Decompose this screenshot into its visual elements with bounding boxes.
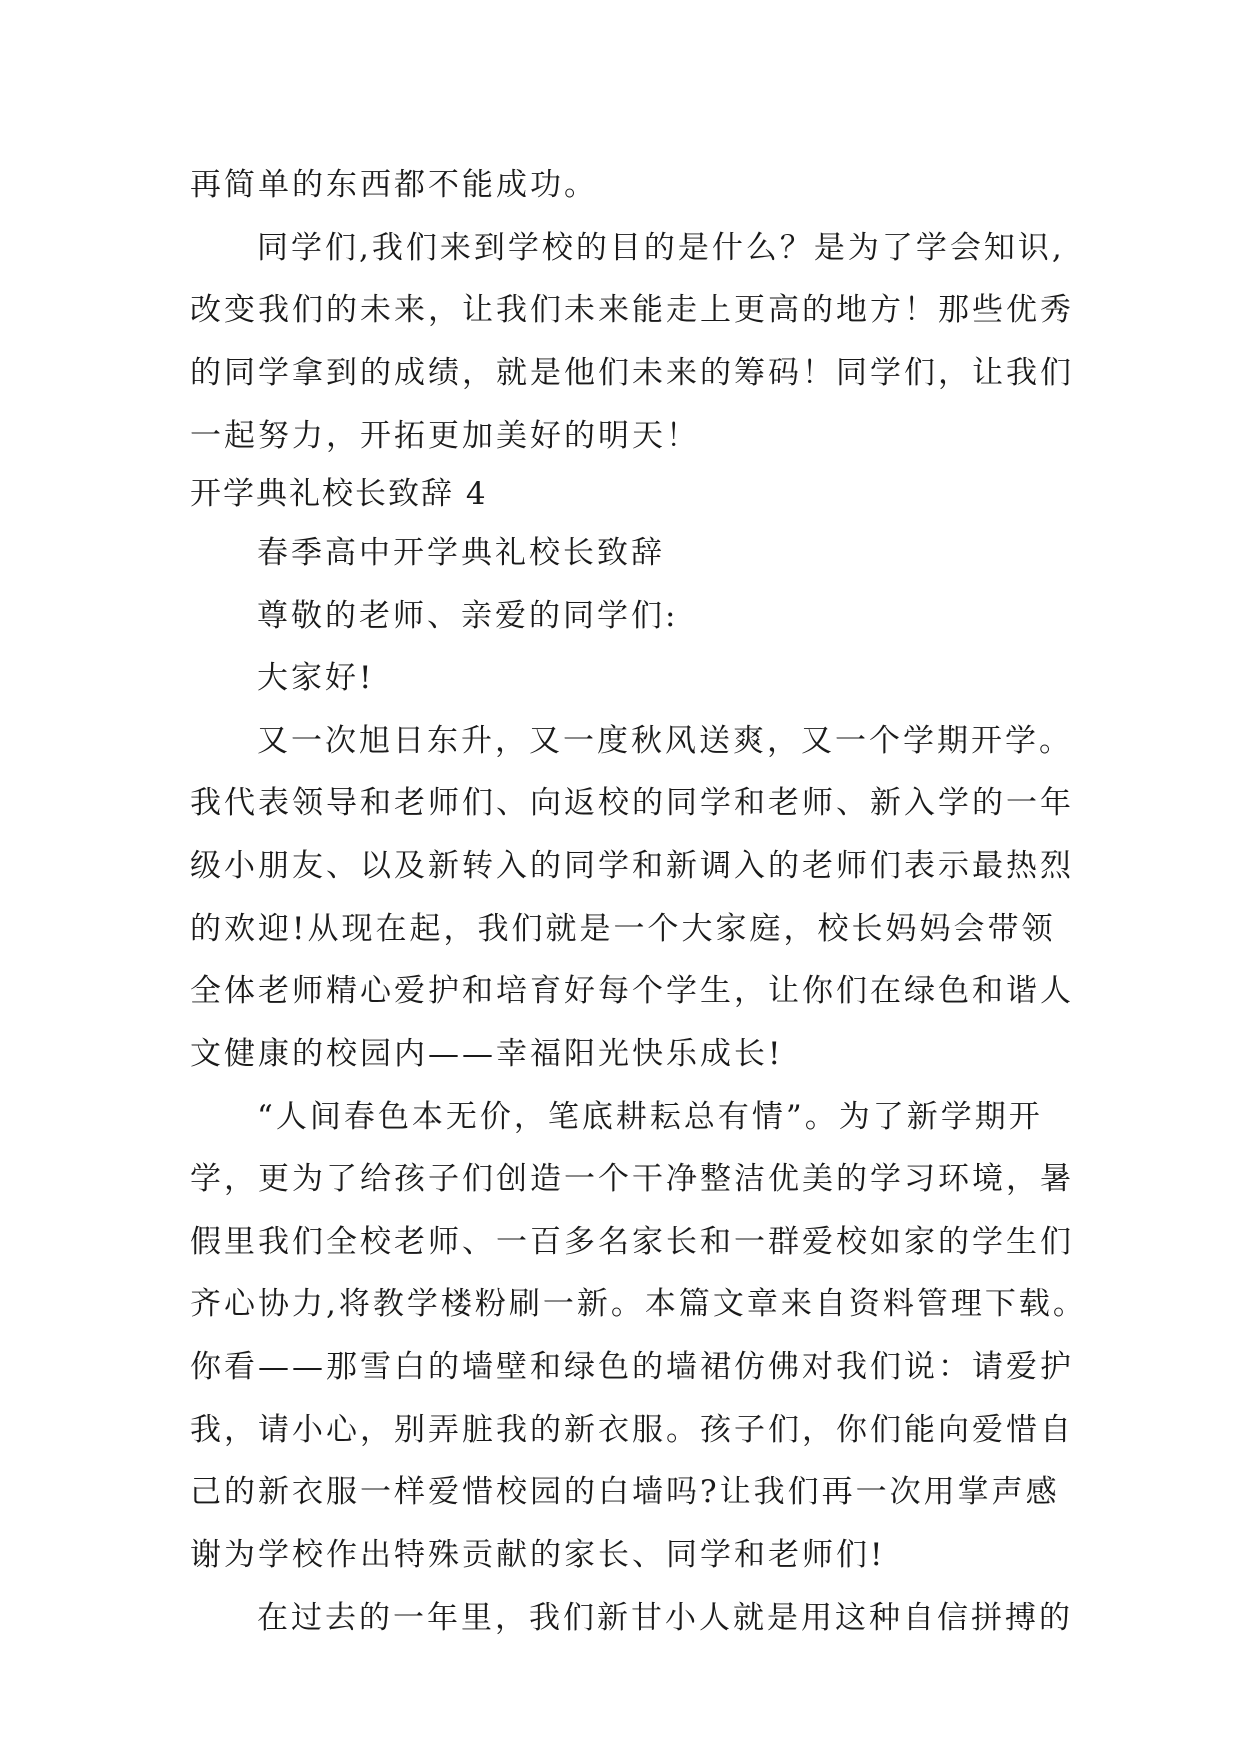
text-line: 齐心协力,将教学楼粉刷一新。本篇文章来自资料管理下载。	[190, 1286, 1087, 1322]
text-line: 又一次旭日东升，又一度秋风送爽，又一个学期开学。	[257, 723, 1073, 759]
speech-title: 春季高中开学典礼校长致辞	[257, 535, 665, 571]
text-line: 的同学拿到的成绩，就是他们未来的筹码！同学们，让我们	[190, 355, 1074, 391]
text-line: 改变我们的未来，让我们未来能走上更高的地方！那些优秀	[190, 292, 1074, 328]
text-line: 你看——那雪白的墙壁和绿色的墙裙仿佛对我们说：请爱护	[190, 1349, 1074, 1385]
text-line: 一起努力，开拓更加美好的明天！	[190, 418, 700, 454]
text-line: 在过去的一年里，我们新甘小人就是用这种自信拼搏的	[257, 1600, 1073, 1636]
section-heading: 开学典礼校长致辞 4	[190, 476, 488, 512]
salutation: 尊敬的老师、亲爱的同学们:	[257, 598, 679, 634]
text-line: 学，更为了给孩子们创造一个干净整洁优美的学习环境，暑	[190, 1161, 1074, 1197]
text-line: 我，请小心，别弄脏我的新衣服。孩子们，你们能向爱惜自	[190, 1412, 1074, 1448]
text-line: 文健康的校园内——幸福阳光快乐成长!	[190, 1036, 784, 1072]
text-line: “人间春色本无价，笔底耕耘总有情”。为了新学期开	[257, 1099, 1043, 1135]
text-line: 同学们,我们来到学校的目的是什么？是为了学会知识,	[257, 230, 1065, 266]
greeting: 大家好!	[257, 660, 375, 696]
text-line: 全体老师精心爱护和培育好每个学生，让你们在绿色和谐人	[190, 973, 1074, 1009]
text-line: 谢为学校作出特殊贡献的家长、同学和老师们!	[190, 1537, 886, 1573]
text-line: 己的新衣服一样爱惜校园的白墙吗?让我们再一次用掌声感	[190, 1474, 1060, 1510]
text-line: 假里我们全校老师、一百多名家长和一群爱校如家的学生们	[190, 1224, 1074, 1260]
text-line: 我代表领导和老师们、向返校的同学和老师、新入学的一年	[190, 785, 1074, 821]
text-line: 再简单的东西都不能成功。	[190, 167, 598, 203]
text-line: 级小朋友、以及新转入的同学和新调入的老师们表示最热烈	[190, 848, 1074, 884]
text-line: 的欢迎!从现在起，我们就是一个大家庭，校长妈妈会带领	[190, 911, 1056, 947]
